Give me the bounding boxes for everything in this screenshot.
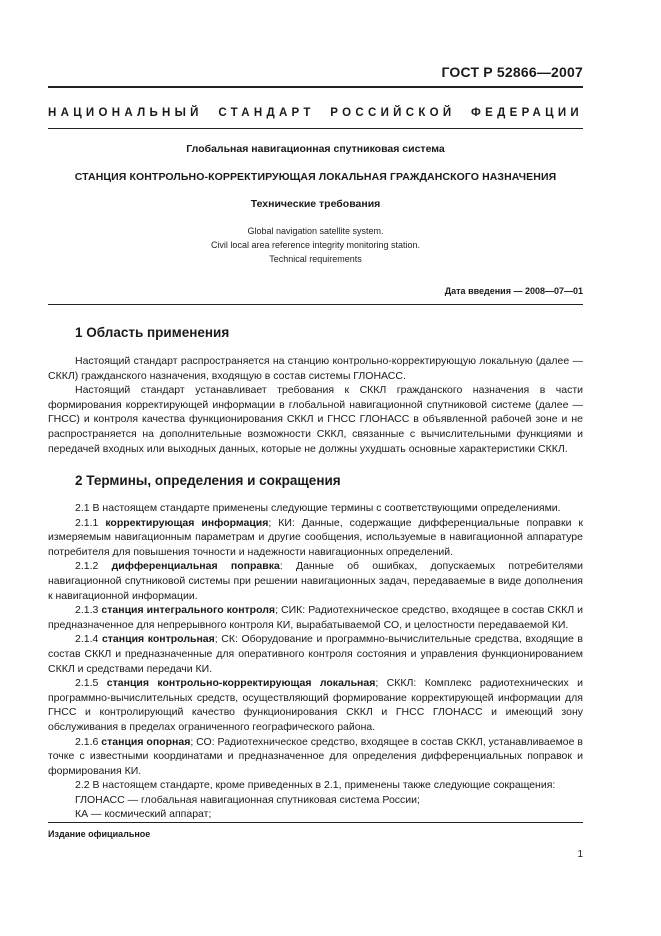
introduction-date: Дата введения — 2008—07—01 — [444, 286, 583, 296]
term-text: ; СККЛ: Комплекс радиотехнических и программно-вычислительных средств, осуществляющий формирование корректирующей информации для ГНСС и контролирующий качество функционирования СККЛ и ГНСС ГЛОНАСС и имеющий зону обслуживания в пределах ограниченного географического района. — [48, 677, 583, 733]
term-definition — [48, 676, 583, 734]
term-text: : Данные об ошибках, допускаемых потребителями навигационной спутниковой системы при решении навигационных задач, передаваемые в виде дополнения к навигационной информации. — [48, 560, 584, 602]
term-name: дифференциальная поправка — [111, 560, 280, 573]
main-title: СТАНЦИЯ КОНТРОЛЬНО-КОРРЕКТИРУЮЩАЯ ЛОКАЛЬНАЯ ГРАЖДАНСКОГО НАЗНАЧЕНИЯ — [74, 171, 557, 183]
term-name: корректирующая информация — [105, 516, 269, 529]
term-definition — [48, 559, 583, 603]
system-title: Глобальная навигационная спутниковая система — [186, 143, 445, 155]
term-number: 2.1.2 — [75, 560, 99, 573]
term-text: ; СК: Оборудование и программно-вычислительные средства, входящие в состав СККЛ и предназначенные для оперативного контроля состояния и управления функционированием СККЛ и средствами передачи КИ. — [48, 633, 583, 675]
footer-rule — [48, 822, 583, 823]
header-rule-thin — [48, 128, 583, 129]
abbreviation: ГЛОНАСС — глобальная навигационная спутниковая система России; — [75, 793, 420, 806]
paragraph: Настоящий стандарт распространяется на станцию контрольно-корректирующую локальную (далее — СККЛ) гражданского назначения, входящую в состав системы ГЛОНАСС. — [48, 355, 583, 382]
abbreviation: КА — космический аппарат; — [75, 808, 212, 821]
term-text: ; КИ: Данные, содержащие дифференциальные поправки к измеряемым навигационным параметрам и другие сообщения, используемые в навигационной аппаратуре потребителя для повышения точности и надежности навигационных определений. — [48, 516, 584, 558]
paragraph: 2.2 В настоящем стандарте, кроме приведенных в 2.1, применены также следующие сокращения: — [75, 779, 556, 792]
edition-label: Издание официальное — [48, 829, 151, 839]
term-number: 2.1.5 — [75, 677, 99, 690]
english-title-line: Global navigation satellite system. — [247, 226, 384, 236]
term-name: станция контрольная — [101, 633, 215, 646]
header-rule — [48, 86, 583, 88]
term-definition — [48, 516, 583, 560]
term-number: 2.1.3 — [75, 604, 99, 617]
term-number: 2.1.4 — [75, 633, 99, 646]
national-standard-heading: НАЦИОНАЛЬНЫЙ СТАНДАРТ РОССИЙСКОЙ ФЕДЕРАЦИИ — [48, 107, 583, 119]
english-title-line: Civil local area reference integrity monitoring station. — [210, 240, 421, 250]
term-name: станция контрольно-корректирующая локальная — [106, 677, 376, 690]
term-text: ; СИК: Радиотехническое средство, входящее в состав СККЛ и предназначенное для непрерывного контроля КИ, вырабатываемой СО, и целостности передаваемой КИ. — [48, 604, 584, 631]
gost-number: ГОСТ Р 52866—2007 — [441, 64, 583, 80]
page-number: 1 — [577, 849, 583, 860]
term-number: 2.1.6 — [75, 735, 99, 748]
term-name: станция опорная — [101, 735, 191, 748]
term-definition — [48, 603, 583, 632]
english-title-line: Technical requirements — [269, 254, 362, 264]
section-1-body — [48, 354, 583, 456]
paragraph: Настоящий стандарт устанавливает требования к СККЛ гражданского назначения в части формирования корректирующей информации в глобальной навигационной спутниковой системе (далее — ГНСС) и контроля качества функционирования СККЛ и ГНСС ГЛОНАСС в объявленной рабочей зоне и не распространяется на дополнительные возможности СККЛ, связанные с вычислительными функциями и передачей входных или выходных данных, которые не должны ухудшать основные характеристики СККЛ. — [48, 384, 583, 455]
section-2-title: 2 Термины, определения и сокращения — [75, 473, 341, 488]
subtitle: Технические требования — [250, 198, 381, 210]
date-rule — [48, 304, 583, 305]
term-number: 2.1.1 — [75, 516, 99, 529]
section-2-body — [48, 501, 583, 822]
term-name: станция интегрального контроля — [101, 604, 276, 617]
section-1-title: 1 Область применения — [75, 325, 230, 340]
paragraph: 2.1 В настоящем стандарте применены следующие термины с соответствующими определениями. — [75, 502, 561, 514]
term-definition — [48, 632, 583, 676]
term-definition — [48, 735, 583, 779]
english-title-block — [48, 224, 583, 266]
term-text: ; СО: Радиотехническое средство, входящее в состав СККЛ, устанавливаемое в точке с известными координатами и предназначенное для определения дифференциальных поправок и формирования КИ. — [48, 735, 583, 777]
